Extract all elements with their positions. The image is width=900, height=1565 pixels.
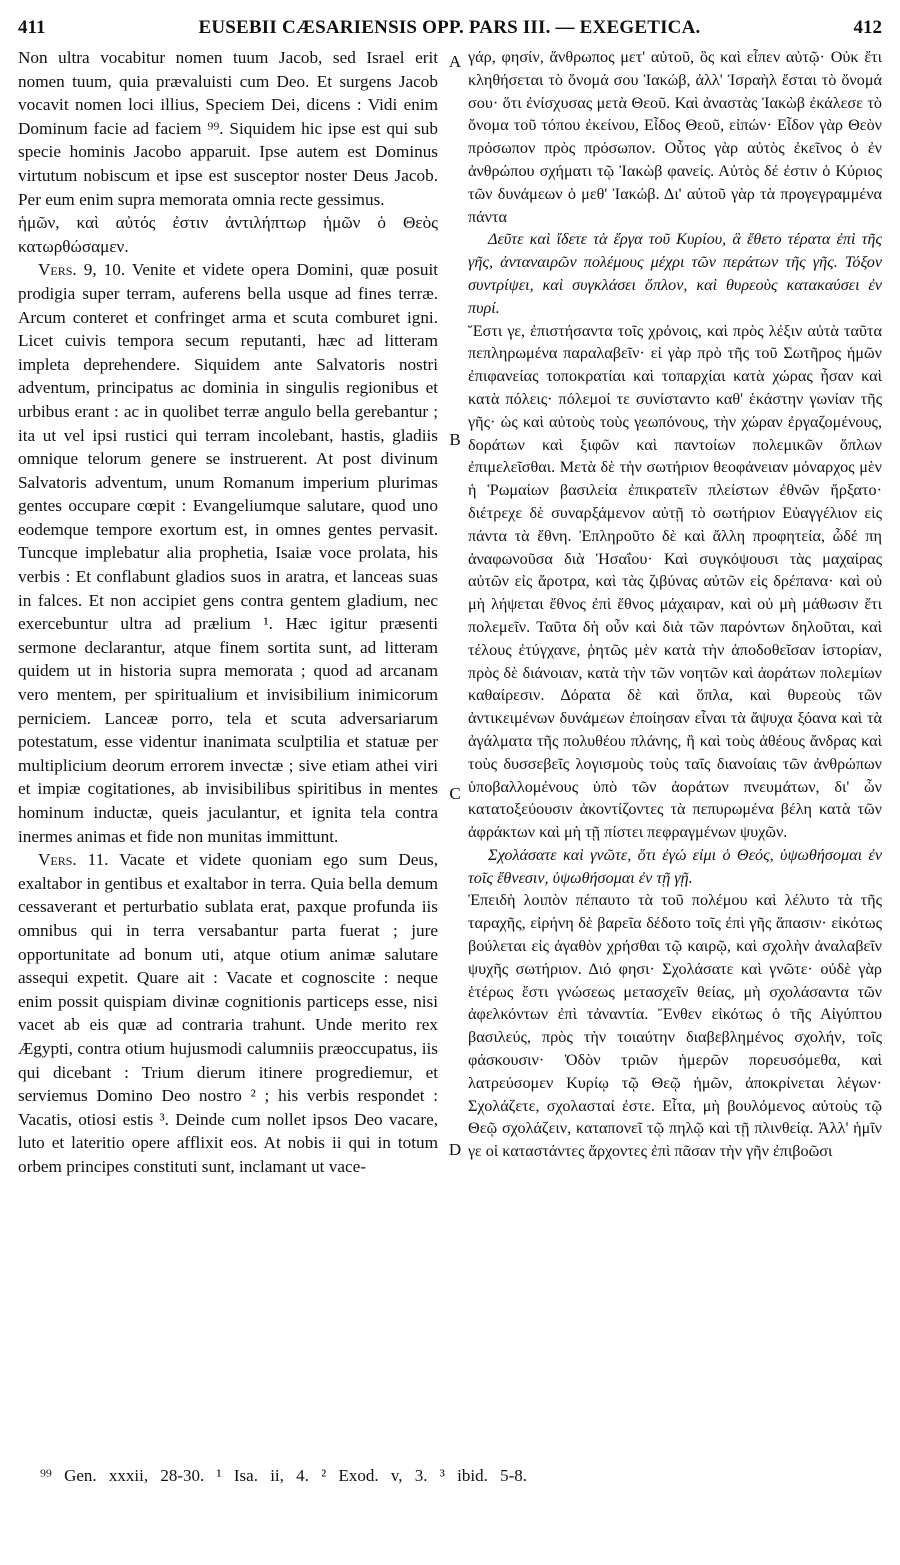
- greek-column: [468, 46, 882, 1163]
- running-head: [18, 14, 882, 42]
- latin-verse-11-text: Vacate et videte quoniam ego sum Deus, exaltabor in gentibus et exaltabor in terra. Quia bella demum cessaverant et perturbatio sublata erat, paxque profunda iis omnibus qui in terra versabantur parta fuerat ; jure opportunitate ad bonum uti, atque otium animæ salutare assequi expetit. Quare ait : Vacate et cognoscite : neque enim possit quispiam divinæ cognitionis particeps esse, nisi vacet ab eis quæ ad contraria trahunt. Unde merito rex Ægypti, contra otium hujusmodi calumniis præoccupatus, iis qui dicebant : Trium dierum itinere progrediemur, et serviemus Domino Deo nostro ² ; his verbis respondet : Vacatis, otiosi estis ³. Deinde cum nollet ipsos Deo vacare, luto et lateritio opere afflixit eos. At nobis ii qui in totum orbem principes constituti sunt, inclamant ut vace-: [18, 850, 438, 1176]
- latin-paragraph-1: Non ultra vocabitur nomen tuum Jacob, sed Israel erit nomen tuum, quia prævaluisti cum Deo. Et surgens Jacob vocavit nomen loci illius, Speciem Dei, dicens : Vidi enim Dominum facie ad faciem ⁹⁹. Siquidem hic ipse est qui sub specie hominis Jacobo apparuit. Ipse autem est Dominus virtutum nobiscum et ipse est susceptor noster Deus Jacob. Per eum enim supra memorata omnia recte gessimus.: [18, 48, 438, 209]
- greek-quote-verse-11-text: Σχολάσατε καὶ γνῶτε, ὅτι ἐγώ εἰμι ὁ Θεός, ὑψωθήσομαι ἐν τοῖς ἔθνεσιν, ὑψωθήσομαι ἐν τῇ γῇ.: [468, 845, 882, 887]
- left-page-number: 411: [18, 17, 46, 38]
- latin-greek-tail: ἡμῶν, καὶ αὐτός ἐστιν ἀντιλήπτωρ ἡμῶν ὁ Θεὸς κατωρθώσαμεν.: [18, 213, 438, 256]
- verse-heading-9-10: Vers. 9, 10.: [38, 260, 126, 280]
- greek-quote-verse-9-10-text: Δεῦτε καὶ ἴδετε τὰ ἔργα τοῦ Κυρίου, ἃ ἔθετο τέρατα ἐπὶ τῆς γῆς, ἀνταναιρῶν πολέμους μέχρι τῶν περάτων τῆς γῆς. Τόξον συντρίψει, καὶ συγκλάσει ὅπλον, καὶ θυρεοὺς κατακαύσει ἐν πυρί.: [468, 230, 882, 317]
- margin-letter-b: B: [449, 430, 461, 449]
- running-head-title: EUSEBII CÆSARIENSIS OPP. PARS III. — EXEGETICA.: [198, 17, 701, 38]
- latin-verse-9-10-text: Venite et videte opera Domini, quæ posuit prodigia super terram, auferens bella usque ad fines terræ. Arcum conteret et confringet arma et scuta comburet igni. Licet cuivis tempora secum reputanti, hæc ad litteram impleta deprehendere. Siquidem ante Salvatoris nostri adventum, principatus ac dominia in singulis regionibus et urbibus erant : ac in quolibet terræ angulo bella gerebantur ; ita ut vel ipsi rustici qui terram incolebant, hastis, gladiis omnique telorum genere se instruerent. At post divinum Salvatoris adventum, unum Romanum imperium plurimas gentes occupare cœpit : Evangeliumque salutare, quod uno eodemque tempore exortum est, in omnes gentes pervasit. Tuncque implebatur alia prophetia, Isaiæ voce prolata, his verbis : Et conflabunt gladios suos in aratra, et lanceas suas in falces. Et non accipiet gens contra gentem gladium, nec exercebuntur ultra ad prælium ¹. Hæc igitur præsenti sermone declarantur, atque finem sortita sunt, ad litteram quidem ut in historia supra memorata ; quod ad arcanam vero mentem, per spiritualium et invisibilium inimicorum perniciem. Lanceæ porro, tela et scuta adversariarum potestatum, esse videntur inanimata sculptilia et statuæ per multiplicium deorum errorem invectæ ; sive etiam athei viri et impiæ cogitationes, ab invisibilibus spiritibus in mentes hominum inductæ, queis jaculantur, et ignita tela contra inermes animas et fide non munitas immittunt.: [18, 260, 438, 846]
- greek-paragraph-1: γάρ, φησίν, ἄνθρωπος μετ' αὐτοῦ, ὃς καὶ εἶπεν αὐτῷ· Οὐκ ἔτι κληθήσεται τὸ ὄνομά σου Ἰακώβ, ἀλλ' Ἰσραὴλ ἔσται τὸ ὄνομά σου· ὅτι ἐνίσχυσας μετὰ Θεοῦ. Καὶ ἀναστὰς Ἰακὼβ ἐκάλεσε τὸ ὄνομα τοῦ τόπου ἐκείνου, Εἶδος Θεοῦ, εἰπών· Εἶδον γὰρ Θεὸν πρόσωπον πρὸς πρόσωπον. Οὗτος γὰρ αὐτὸς ἐκεῖνος ὁ ἐν ἀνθρώπου σχήματι τῷ Ἰακὼβ φανείς. Αὐτὸς δέ ἐστιν ὁ Κύριος τῶν δυνάμεων ὁ μεθ' Ἰακώβ. Δι' αὐτοῦ γὰρ τὰ προγεγραμμένα πάντα: [468, 48, 882, 226]
- margin-letter-d: D: [448, 1140, 462, 1159]
- greek-quote-verse-9-10: [468, 228, 882, 319]
- latin-paragraph-2: [18, 258, 438, 848]
- margin-letter-c: C: [449, 784, 461, 803]
- footnotes: ⁹⁹ Gen. xxxii, 28-30. ¹ Isa. ii, 4. ² Exod. v, 3. ³ ibid. 5-8.: [40, 1466, 527, 1485]
- verse-heading-11: Vers. 11.: [38, 850, 109, 870]
- latin-column: [18, 46, 438, 1179]
- margin-letter-a: A: [448, 52, 462, 71]
- right-page-number: 412: [853, 17, 882, 38]
- greek-paragraph-2: Ἔστι γε, ἐπιστήσαντα τοῖς χρόνοις, καὶ πρὸς λέξιν αὐτὰ ταῦτα πεπληρωμένα παραλαβεῖν· εἰ γὰρ πρὸ τῆς τοῦ Σωτῆρος ἡμῶν ἐπιφανείας τοποκρατίαι καὶ τοπαρχίαι κατὰ χώρας ἦσαν καὶ κατὰ πόλεις· πόλεμοί τε συνίσταντο καθ' ἑκάστην γωνίαν τῆς γῆς· ὡς καὶ αὐτοὺς τοὺς γεωπόνους, τὴν χώραν ἐργαζομένους, δοράτων καὶ ξιφῶν καὶ παντοίων πολεμικῶν ὅπλων ἐπιμελεῖσθαι. Μετὰ δὲ τὴν σωτήριον θεοφάνειαν μόναρχος μὲν ἡ Ῥωμαίων βασιλεία ἐπικρατεῖν πλείστων ἐθνῶν ἤρξατο· διέτρεχε δὲ συναρξάμενον αὐτῇ τὸ σωτήριον Εὐαγγέλιον εἰς πάντα τὰ ἔθνη. Ἐπληροῦτο δὲ καὶ ἄλλη προφητεία, ὧδέ πη ἀναφωνοῦσα διὰ Ἡσαΐου· Καὶ συγκόψουσι τὰς μαχαίρας αὐτῶν εἰς ἄροτρα, καὶ τὰς ζιβύνας αὐτῶν εἰς δρέπανα· καὶ οὐ μὴ λήψεται ἔθνος ἐπὶ ἔθνος μάχαιραν, καὶ οὐ μὴ μάθωσιν ἔτι πολεμεῖν. Ταῦτα δὴ οὖν καὶ διὰ τῶν παρόντων δηλοῦται, καὶ τέλους ἐτύγχανε, ῥητῶς μὲν κατὰ τὴν ἀποδοθεῖσαν ἱστορίαν, πρὸς δὲ διάνοιαν, κατὰ τὴν τῶν νοητῶν καὶ ἀοράτων πολεμίων καθαίρεσιν. Δόρατα δὲ καὶ ὅπλα, καὶ θυρεοὺς τῶν ἀντικειμένων δυνάμεων ἐποίησαν εἶναι τὰ ἄψυχα ξόανα καὶ τὰ ἀγάλματα τῆς πολυθέου πλάνης, ἢ καὶ τοὺς ἀθέους ἄνδρας καὶ τοὺς δυσσεβεῖς λογισμοὺς τοὺς ταῖς διανοίαις τῶν ἀνθρώπων ὑποβαλλομένους ὑπὸ τῶν ἀοράτων πνευμάτων, δι' ὧν κατατοξεύουσιν ἀκοντίζοντες τὰ πεπυρωμένα βέλη κατὰ τῶν ἀφράκτων καὶ μὴ τῇ πίστει πεφραγμένων ψυχῶν.: [468, 321, 882, 842]
- greek-quote-verse-11: [468, 844, 882, 890]
- greek-paragraph-3: Ἐπειδὴ λοιπὸν πέπαυτο τὰ τοῦ πολέμου καὶ λέλυτο τὰ τῆς ταραχῆς, εἰρήνη δὲ βαρεῖα δέδοτο τοῖς ἐπὶ γῆς ἅπασιν· εἰκότως βούλεται εἰς ἀγαθὸν χρήσθαι τῷ καιρῷ, καὶ σχολὴν ἀναλαβεῖν ψυχῆς σωτήριον. Διό φησι· Σχολάσατε καὶ γνῶτε· οὐδὲ γὰρ ἑτέρως ἔστι γνώσεως μετασχεῖν θείας, μὴ σχολάσαντα τῶν ἀφελκόντων ἐπὶ τἀναντία. Ἔνθεν εἰκότως ὁ τῆς Αἰγύπτου βασιλεύς, πρὸς τὴν τοιαύτην διαβεβλημένος σχολήν, τοῖς φάσκουσιν· Ὁδὸν τριῶν ἡμερῶν πορευσόμεθα, καὶ λατρεύσομεν Κυρίῳ τῷ Θεῷ ἡμῶν, ἀποκρίνεται λέγων· Σχολάζετε, σχολασταί ἐστε. Εἶτα, μὴ βουλόμενος αὐτοὺς τῷ Θεῷ σχολάζειν, καταπονεῖ τῷ πηλῷ καὶ τῇ πλινθείᾳ. Ἀλλ' ἡμῖν γε οἱ καταστάντες ἄρχοντες ἐπὶ πᾶσαν τὴν γῆν ἐπιβοῶσι: [468, 891, 882, 1161]
- latin-paragraph-3: [18, 848, 438, 1178]
